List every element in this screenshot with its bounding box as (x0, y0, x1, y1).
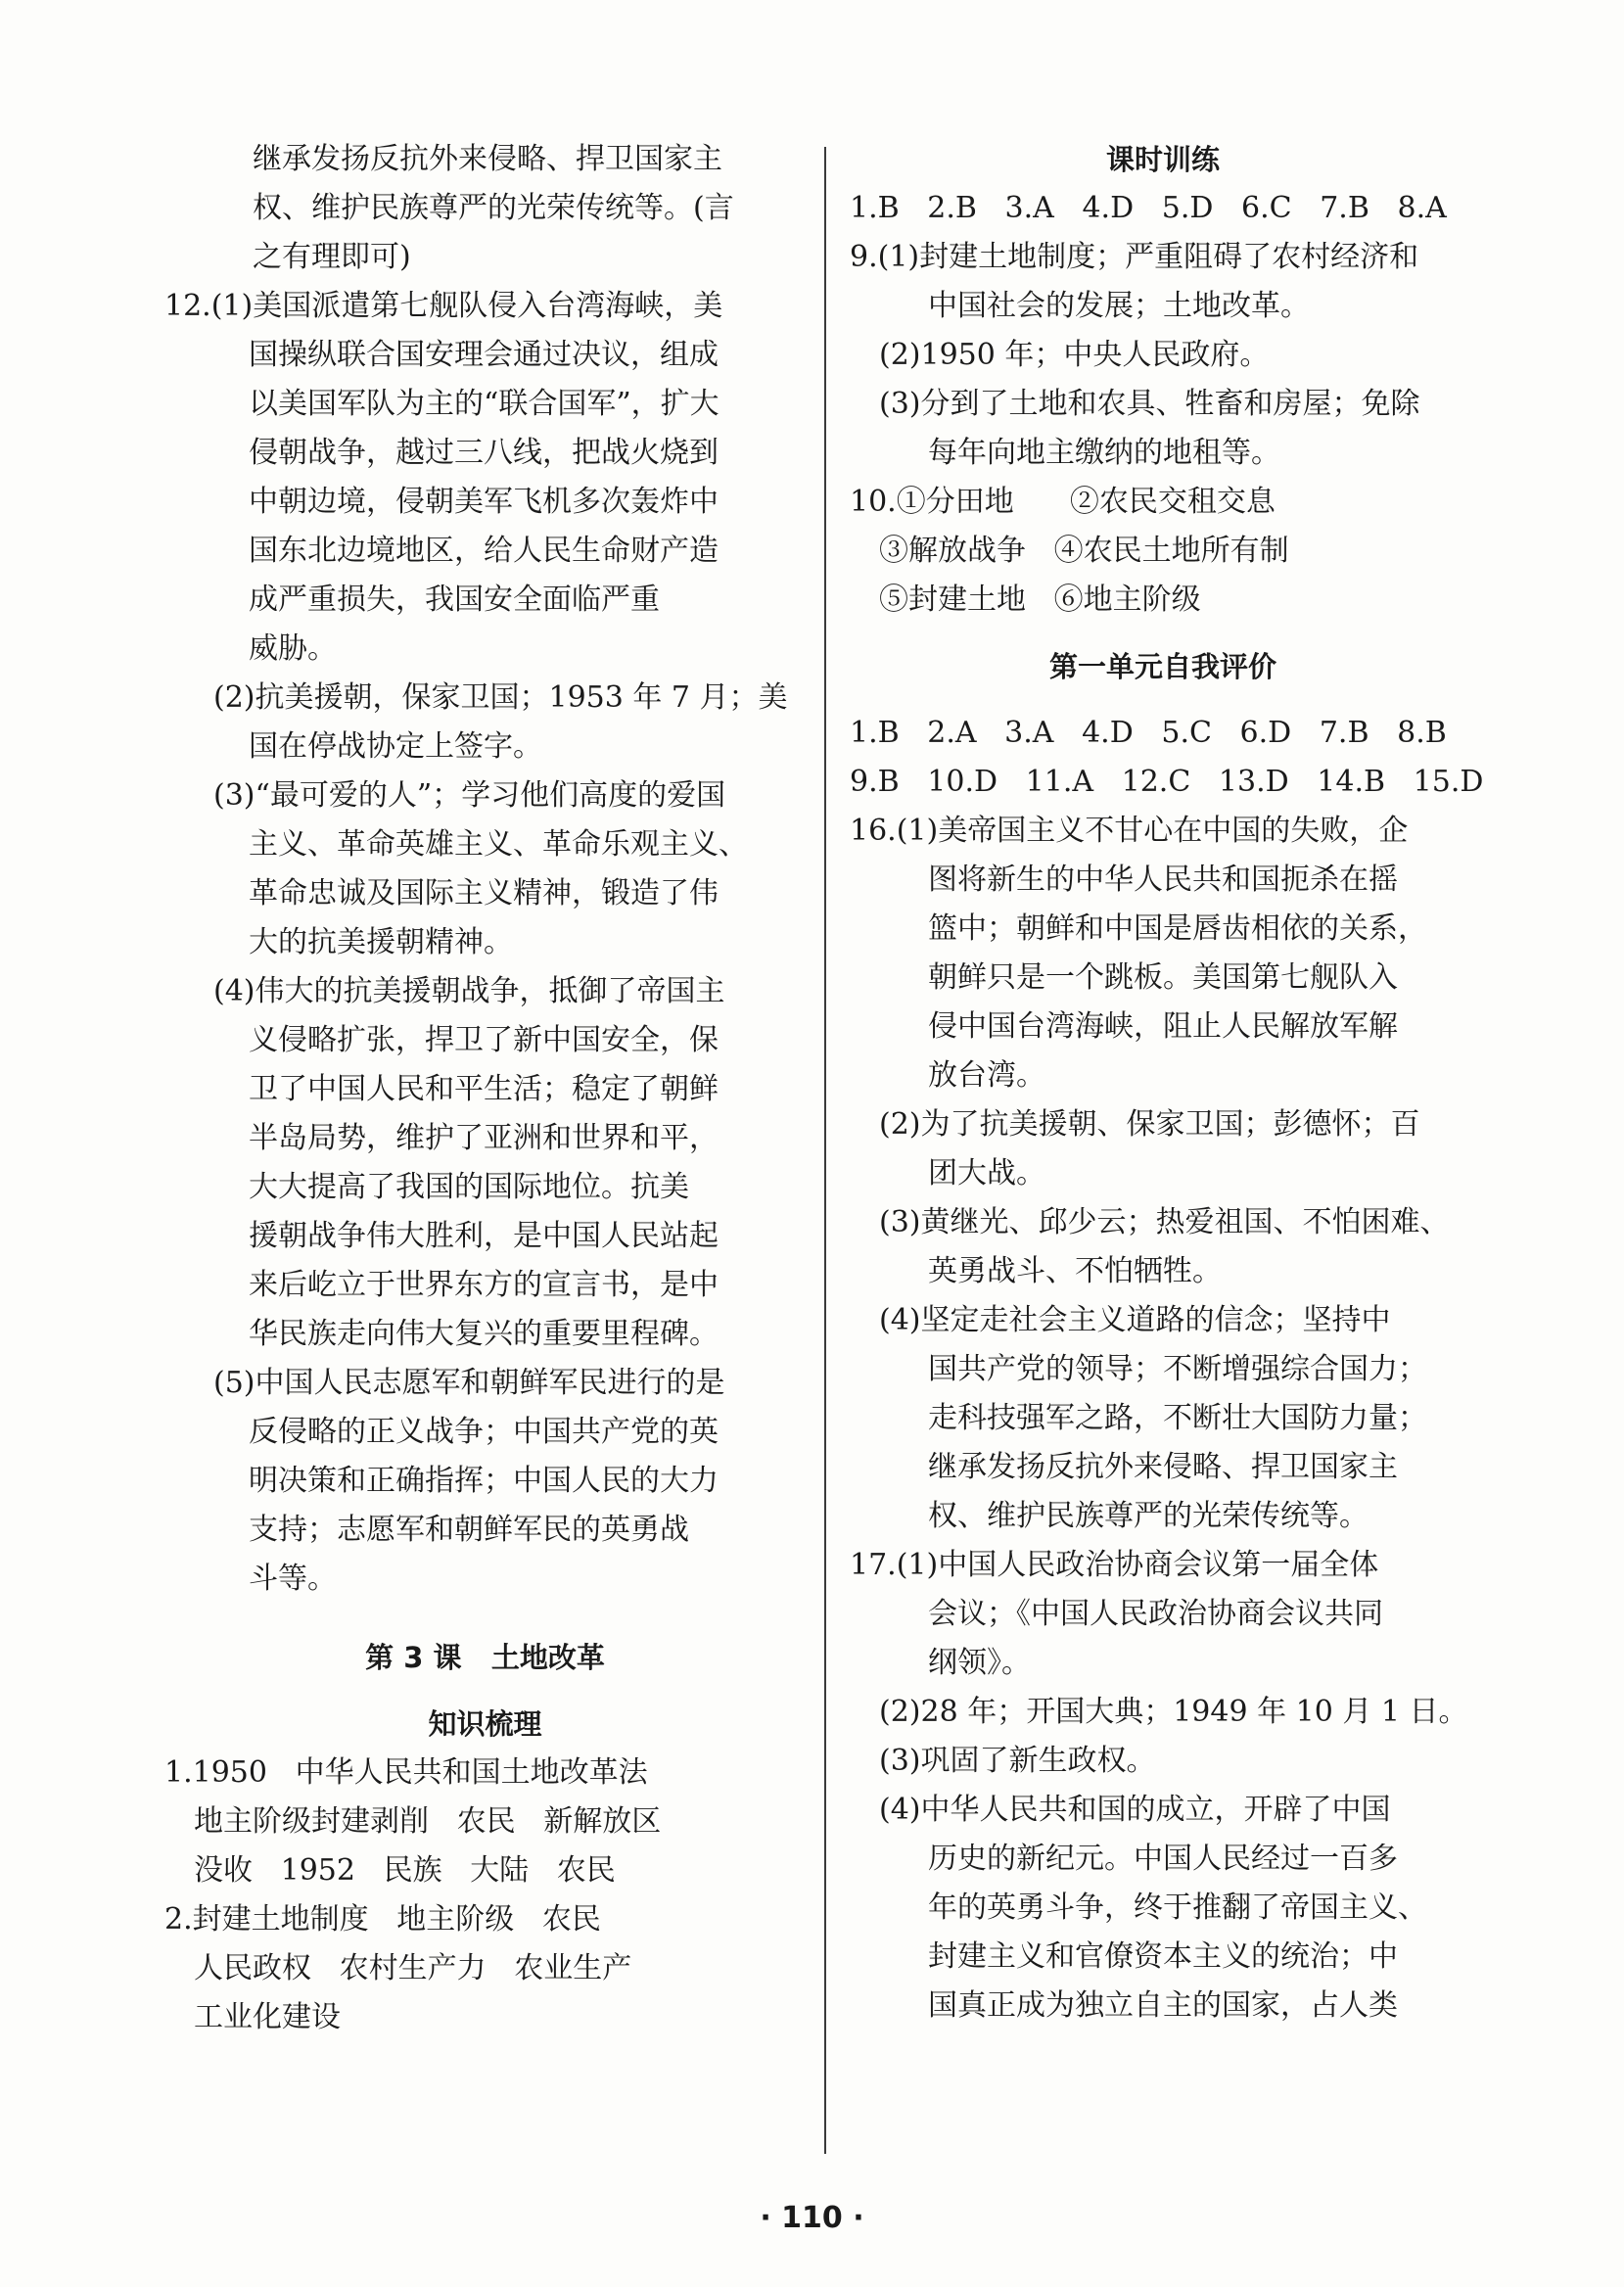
text-line: 没收 1952 民族 大陆 农民 (194, 1853, 616, 1888)
text-line: 国东北边境地区，给人民生命财产造 (249, 534, 719, 568)
sub-answer: (5)中国人民志愿军和朝鲜军民进行的是 (213, 1366, 725, 1400)
text-line: 地主阶级封建剥削 农民 新解放区 (194, 1804, 662, 1839)
question-start: 12.(1)美国派遣第七舰队侵入台湾海峡，美 (164, 289, 723, 323)
page-number: · 110 · (760, 2201, 864, 2235)
question-16 (850, 807, 1476, 1541)
text-line: 历史的新纪元。中国人民经过一百多 (928, 1842, 1398, 1876)
sub-answer: (4)伟大的抗美援朝战争，抵御了帝国主 (213, 974, 725, 1008)
text-line: 走科技强军之路，不断壮大国防力量； (928, 1401, 1427, 1435)
sub-answer: (4)中华人民共和国的成立，开辟了中国 (879, 1793, 1391, 1827)
question-start: 9.(1)封建土地制度；严重阻碍了农村经济和 (850, 240, 1419, 274)
text-line: 英勇战斗、不怕牺牲。 (928, 1254, 1222, 1288)
text-line: 会议；《中国人民政治协商会议共同 (928, 1597, 1383, 1631)
text-line: ⑤封建土地 ⑥地主阶级 (879, 583, 1201, 617)
text-line: 图将新生的中华人民共和国扼杀在摇 (928, 863, 1398, 897)
sub-answer: (3)分到了土地和农具、牲畜和房屋；免除 (879, 387, 1420, 421)
text-line: 中国社会的发展；土地改革。 (928, 289, 1310, 323)
mc-answers: 1.B 2.B 3.A 4.D 5.D 6.C 7.B 8.A (850, 191, 1447, 225)
sub-answer: (3)黄继光、邱少云；热爱祖国、不怕困难、 (879, 1205, 1450, 1239)
sub-answer: (3)“最可爱的人”；学习他们高度的爱国 (213, 778, 726, 813)
text-line: 权、维护民族尊严的光荣传统等。 (928, 1499, 1369, 1533)
text-line: 放台湾。 (928, 1058, 1045, 1093)
text-line: 援朝战争伟大胜利，是中国人民站起 (249, 1219, 719, 1253)
mc-answers: 1.B 2.A 3.A 4.D 5.C 6.D 7.B 8.B (850, 716, 1447, 750)
text-line: 封建主义和官僚资本主义的统治；中 (928, 1939, 1398, 1974)
text-line: 中朝边境，侵朝美军飞机多次轰炸中 (249, 485, 719, 519)
text-line: 义侵略扩张，捍卫了新中国安全，保 (249, 1023, 719, 1057)
question-17 (850, 1541, 1476, 2030)
sub-answer: (4)坚定走社会主义道路的信念；坚持中 (879, 1303, 1391, 1337)
text-line: 斗等。 (249, 1562, 337, 1596)
text-line: 国操纵联合国安理会通过决议，组成 (249, 338, 719, 372)
sub-answer: (2)28 年；开国大典；1949 年 10 月 1 日。 (879, 1695, 1468, 1729)
text-line: 革命忠诚及国际主义精神，锻造了伟 (249, 876, 719, 910)
text-line: 大的抗美援朝精神。 (249, 925, 513, 959)
question-start: 17.(1)中国人民政治协商会议第一届全体 (850, 1548, 1379, 1582)
spacer (850, 691, 1476, 709)
text-line: 继承发扬反抗外来侵略、捍卫国家主 (253, 142, 722, 176)
text-line: 侵中国台湾海峡，阻止人民解放军解 (928, 1009, 1398, 1044)
sub-answer: (3)巩固了新生政权。 (879, 1744, 1156, 1778)
text-line: 反侵略的正义战争；中国共产党的英 (249, 1415, 719, 1449)
text-line: 华民族走向伟大复兴的重要里程碑。 (249, 1317, 719, 1351)
list-item: 1.1950 中华人民共和国土地改革法 (164, 1755, 648, 1790)
sub-answer: (2)为了抗美援朝、保家卫国；彭德怀；百 (879, 1107, 1420, 1142)
knowledge-list (164, 1749, 806, 2042)
text-line: 继承发扬反抗外来侵略、捍卫国家主 (928, 1450, 1398, 1484)
sub-answer: (2)抗美援朝，保家卫国；1953 年 7 月；美 (213, 680, 788, 715)
text-line: 支持；志愿军和朝鲜军民的英勇战 (249, 1513, 689, 1547)
text-line: 团大战。 (928, 1156, 1045, 1190)
text-line: 主义、革命英雄主义、革命乐观主义、 (249, 827, 748, 862)
text-line: 国真正成为独立自主的国家，占人类 (928, 1988, 1398, 2023)
list-item: 2.封建土地制度 地主阶级 农民 (164, 1902, 601, 1937)
text-line: 成严重损失，我国安全面临严重 (249, 583, 660, 617)
text-line: ③解放战争 ④农民土地所有制 (879, 534, 1289, 568)
spacer (850, 625, 1476, 642)
lesson-title: 第 3 课 土地改革 (365, 1641, 605, 1674)
continued-answer (164, 135, 806, 282)
text-line: 年的英勇斗争，终于推翻了帝国主义、 (928, 1890, 1427, 1925)
text-line: 国在停战协定上签字。 (249, 729, 542, 764)
text-line: 大大提高了我国的国际地位。抗美 (249, 1170, 689, 1204)
question-12 (164, 282, 806, 1604)
text-line: 纲领》。 (928, 1646, 1031, 1680)
spacer (164, 1682, 806, 1700)
question-9 (850, 233, 1476, 478)
column-divider (824, 147, 826, 2154)
text-line: 篮中；朝鲜和中国是唇齿相依的关系， (928, 911, 1427, 946)
text-line: 每年向地主缴纳的地租等。 (928, 436, 1280, 470)
text-line: 明决策和正确指挥；中国人民的大力 (249, 1464, 719, 1498)
text-line: 威胁。 (249, 631, 337, 666)
text-line: 半岛局势，维护了亚洲和世界和平， (249, 1121, 719, 1155)
unit-title: 第一单元自我评价 (1048, 650, 1276, 683)
sub-answer: (2)1950 年；中央人民政府。 (879, 338, 1270, 372)
text-line: 朝鲜只是一个跳板。美国第七舰队入 (928, 960, 1398, 995)
text-line: 卫了中国人民和平生活；稳定了朝鲜 (249, 1072, 719, 1106)
left-column (164, 135, 806, 2042)
text-line: 权、维护民族尊严的光荣传统等。(言 (253, 191, 734, 225)
question-10 (850, 478, 1476, 625)
right-column (850, 135, 1484, 2030)
text-line: 侵朝战争，越过三八线，把战火烧到 (249, 436, 719, 470)
spacer (164, 1604, 806, 1633)
section-title: 课时训练 (1105, 143, 1220, 176)
text-line: 以美国军队为主的“联合国军”，扩大 (249, 387, 719, 421)
text-line: 国共产党的领导；不断增强综合国力； (928, 1352, 1427, 1386)
question-start: 16.(1)美帝国主义不甘心在中国的失败，企 (850, 814, 1409, 848)
text-line: 来后屹立于世界东方的宣言书，是中 (249, 1268, 719, 1302)
mc-answers: 9.B 10.D 11.A 12.C 13.D 14.B 15.D (850, 765, 1484, 799)
section-title: 知识梳理 (428, 1707, 542, 1741)
text-line: 人民政权 农村生产力 农业生产 (194, 1951, 632, 1985)
text-line: 之有理即可) (253, 240, 411, 274)
text-line: 工业化建设 (194, 2000, 341, 2034)
question-start: 10.①分田地 ②农民交租交息 (850, 485, 1276, 519)
